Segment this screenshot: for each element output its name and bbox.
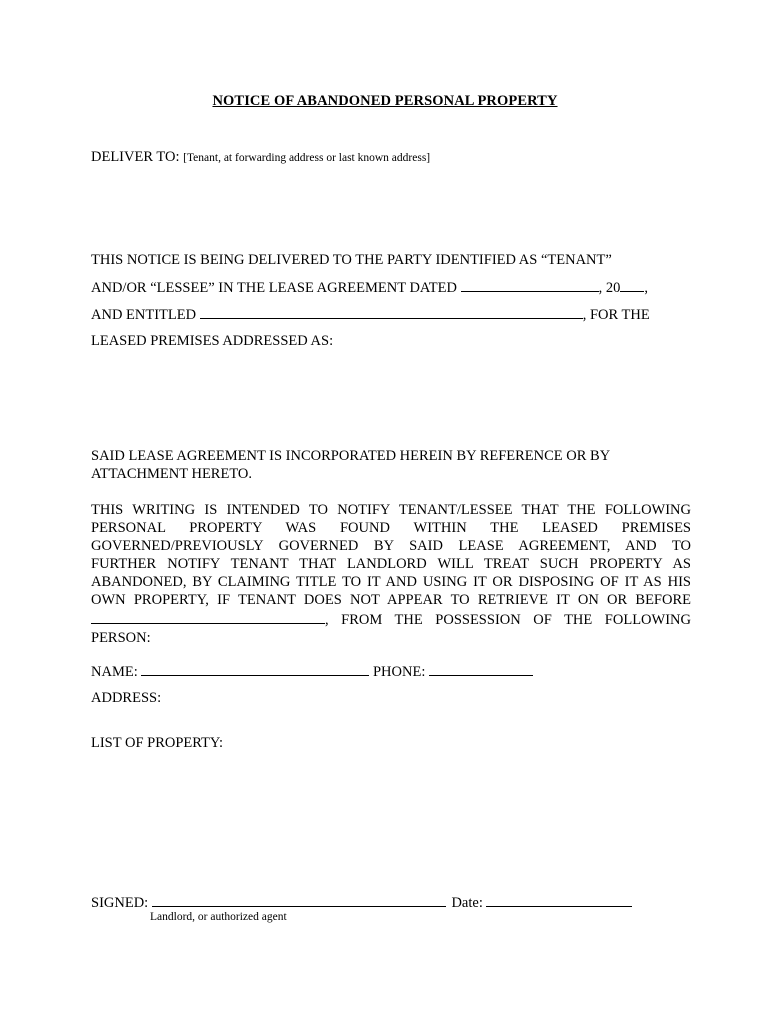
year-prefix: , 20 xyxy=(598,280,621,296)
retrieve-by-date-blank[interactable] xyxy=(91,610,325,624)
incorporated-line-1: SAID LEASE AGREEMENT IS INCORPORATED HEREIN BY REFERENCE OR BY xyxy=(91,448,611,464)
date-blank[interactable] xyxy=(486,894,632,907)
entitled-blank[interactable] xyxy=(200,306,583,319)
name-label: NAME: xyxy=(91,664,138,680)
intro-line-2-comma: , xyxy=(644,280,648,296)
notice-paragraph xyxy=(91,501,691,647)
entitled-label: AND ENTITLED xyxy=(91,307,197,323)
signed-label: SIGNED: xyxy=(91,895,149,911)
phone-label: PHONE: xyxy=(372,664,426,680)
deliver-to-line xyxy=(91,149,430,166)
notice-line-2: PERSONAL PROPERTY WAS FOUND WITHIN THE LEASED PREMISES xyxy=(91,520,691,537)
intro-line-2 xyxy=(91,279,648,297)
intro-line-3 xyxy=(91,306,650,324)
incorporated-line-2: ATTACHMENT HERETO. xyxy=(91,466,253,482)
date-label: Date: xyxy=(451,895,483,911)
address-label: ADDRESS: xyxy=(91,690,162,706)
intro-line-2-text: AND/OR “LESSEE” IN THE LEASE AGREEMENT DATED xyxy=(91,280,457,296)
deliver-to-note: [Tenant, at forwarding address or last known address] xyxy=(183,152,431,164)
lease-date-blank[interactable] xyxy=(461,279,599,292)
year-blank[interactable] xyxy=(620,279,644,292)
intro-line-4: LEASED PREMISES ADDRESSED AS: xyxy=(91,333,334,349)
notice-line-7-text: , FROM THE POSSESSION OF THE FOLLOWING xyxy=(325,611,691,628)
name-phone-line xyxy=(91,663,533,681)
signature-caption: Landlord, or authorized agent xyxy=(150,911,287,923)
for-the-text: , FOR THE xyxy=(582,307,650,323)
document-title: NOTICE OF ABANDONED PERSONAL PROPERTY xyxy=(212,93,558,109)
notice-line-7 xyxy=(91,610,691,629)
notice-line-5: ABANDONED, BY CLAIMING TITLE TO IT AND USING IT OR DISPOSING OF IT AS HIS xyxy=(91,574,691,591)
notice-line-1: THIS WRITING IS INTENDED TO NOTIFY TENANT/LESSEE THAT THE FOLLOWING xyxy=(91,502,691,518)
property-list-label: LIST OF PROPERTY: xyxy=(91,735,224,751)
notice-line-8: PERSON: xyxy=(91,629,151,646)
name-blank[interactable] xyxy=(141,663,369,676)
deliver-to-label: DELIVER TO: xyxy=(91,149,180,165)
signature-blank[interactable] xyxy=(152,894,446,907)
notice-line-3: GOVERNED/PREVIOUSLY GOVERNED BY SAID LEASE AGREEMENT, AND TO xyxy=(91,538,691,555)
phone-blank[interactable] xyxy=(429,663,533,676)
notice-line-4: FURTHER NOTIFY TENANT THAT LANDLORD WILL TREAT SUCH PROPERTY AS xyxy=(91,556,691,573)
notice-line-6: OWN PROPERTY, IF TENANT DOES NOT APPEAR TO RETRIEVE IT ON OR BEFORE xyxy=(91,592,691,609)
signature-line xyxy=(91,894,632,912)
intro-line-1: THIS NOTICE IS BEING DELIVERED TO THE PARTY IDENTIFIED AS “TENANT” xyxy=(91,252,612,268)
